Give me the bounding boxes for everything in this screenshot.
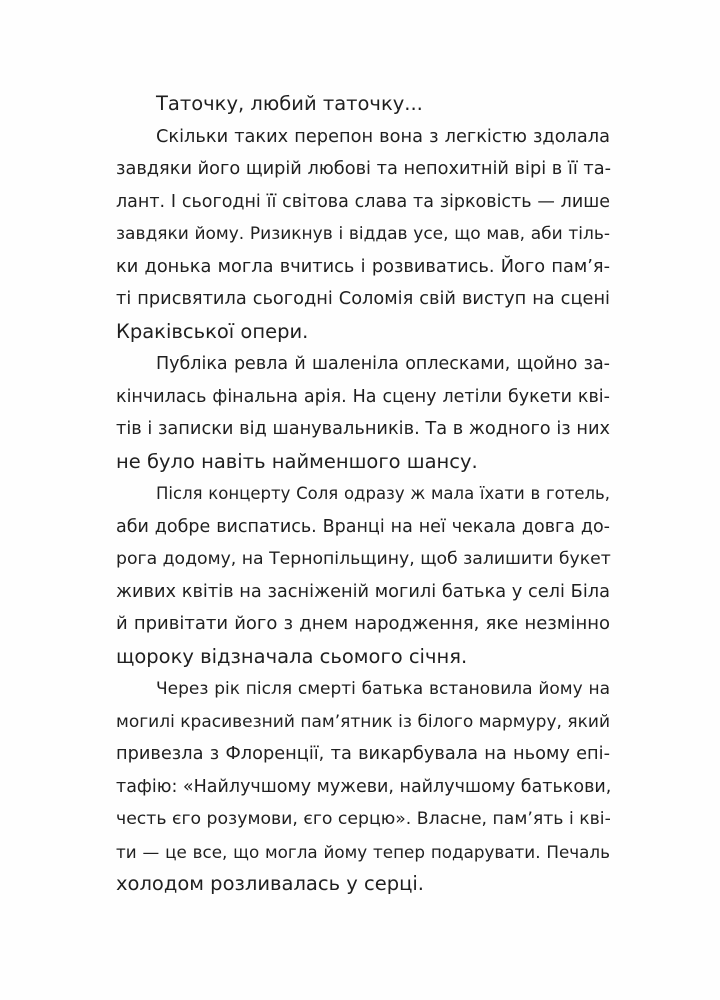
paragraph-3-line-1: Публіка ревла й шаленіла оплесками, щойно за-	[156, 354, 610, 374]
paragraph-5-line-5: честь єго розумови, єго серцю». Власне, пам’ять і кві-	[116, 809, 611, 829]
paragraph-3-line-4: не було навіть найменшого шансу.	[116, 449, 478, 473]
paragraph-4-line-1: Після концерту Соля одразу ж мала їхати в готель,	[156, 484, 610, 503]
paragraph-5-line-3: привезла з Флоренції, та викарбувала на ньому епі-	[116, 744, 610, 764]
paragraph-4-line-3: рога додому, на Тернопільщину, щоб залишити букет	[116, 549, 611, 569]
paragraph-5-line-1: Через рік після смерті батька встановила йому на	[156, 679, 610, 699]
paragraph-2-line-1: Скільки таких перепон вона з легкістю здолала	[156, 126, 610, 147]
paragraph-1-line-1: Таточку, любий таточку...	[156, 92, 423, 115]
paragraph-5-line-4: тафію: «Найлучшому мужеви, найлучшому батькови,	[116, 776, 612, 797]
paragraph-3-line-3: тів і записки від шанувальників. Та в жодного із них	[116, 419, 610, 439]
paragraph-2-line-4: завдяки йому. Ризикнув і віддав усе, що мав, аби тіль-	[116, 224, 610, 244]
paragraph-2-line-6: ті присвятила сьогодні Соломія свій виступ на сцені	[116, 289, 610, 309]
paragraph-5-line-2: могилі красивезний пам’ятник із білого мармуру, який	[116, 711, 610, 732]
paragraph-4-line-6: щороку відзначала сьомого січня.	[116, 644, 468, 668]
paragraph-2-line-7: Краківської опери.	[116, 319, 309, 343]
body-text	[116, 88, 610, 901]
paragraph-3-line-2: кінчилась фінальна арія. На сцену летіли букети кві-	[116, 386, 610, 407]
paragraph-2-line-5: ки донька могла вчитись і розвиватись. Його пам’я-	[116, 256, 610, 277]
paragraph-5-line-6: ти — це все, що могла йому тепер подарувати. Печаль	[116, 841, 610, 862]
paragraph-4-line-2: аби добре виспатись. Вранці на неї чекала довга до-	[116, 516, 610, 537]
paragraph-4-line-4: живих квітів на засніженій могилі батька у селі Біла	[116, 581, 610, 602]
paragraph-2-line-3: лант. І сьогодні її світова слава та зірковість — лише	[116, 191, 610, 212]
paragraph-5-line-7: холодом розливалась у серці.	[116, 872, 424, 895]
paragraph-4-line-5: й привітати його з днем народження, яке незмінно	[116, 613, 610, 634]
paragraph-2-line-2: завдяки його щирій любові та непохитній вірі в її та-	[116, 159, 612, 179]
